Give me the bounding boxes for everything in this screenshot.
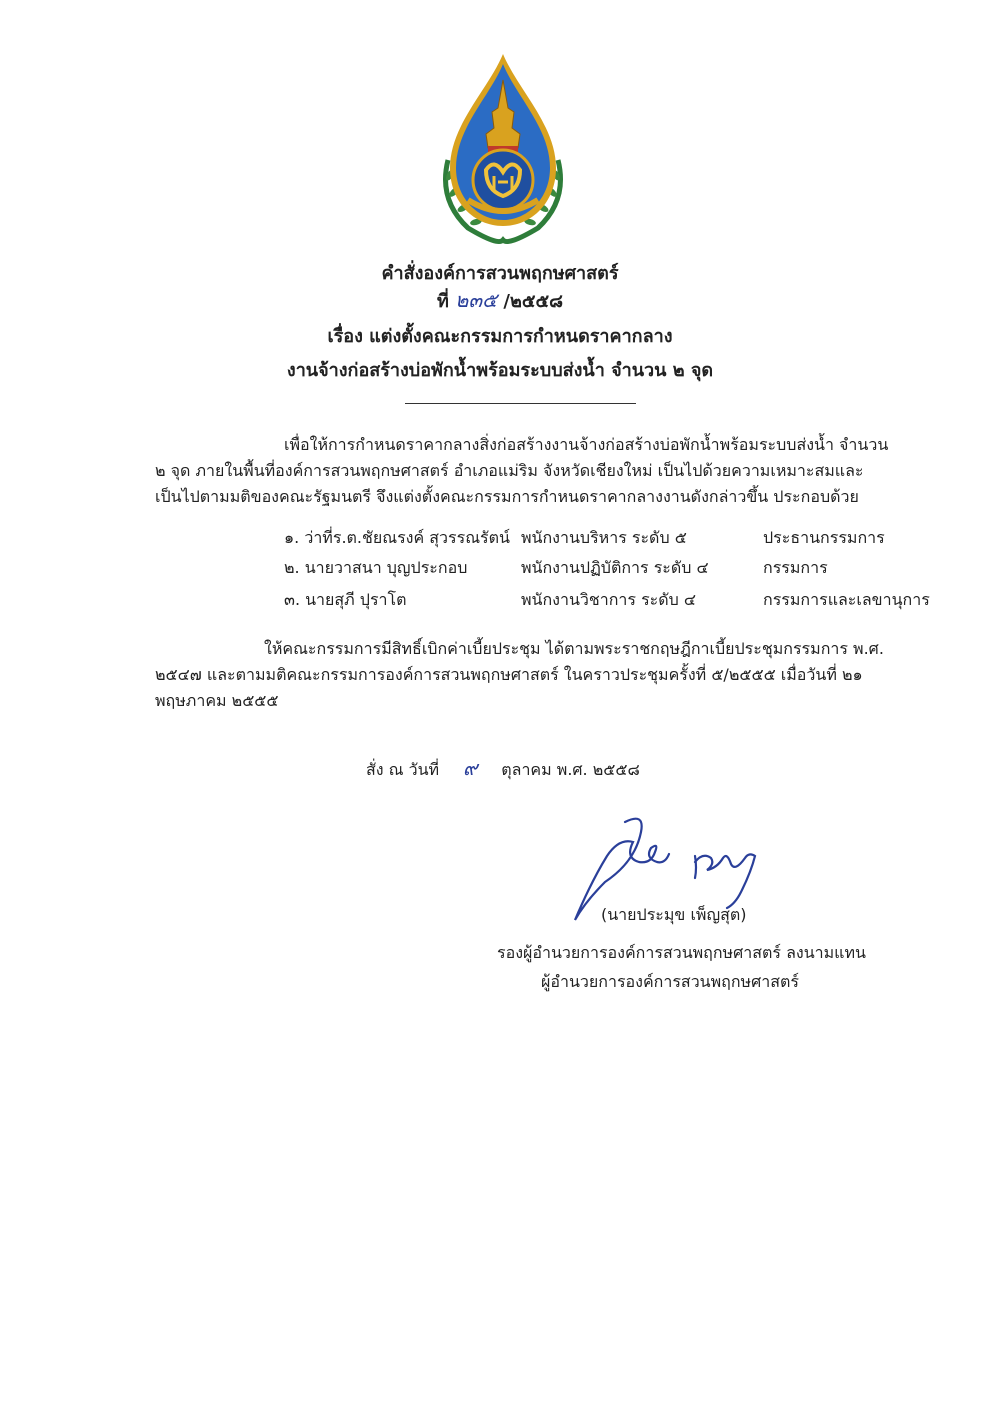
order-date-day-handwritten: ๙ (462, 756, 478, 780)
paragraph-2-line-1: ให้คณะกรรมการมีสิทธิ์เบิกค่าเบี้ยประชุม ได้ตามพระราชกฤษฎีกาเบี้ยประชุมกรรมการ พ.ศ. (264, 639, 884, 658)
order-date-month-year: ตุลาคม พ.ศ. ๒๕๕๘ (501, 760, 640, 779)
member-position: พนักงานบริหาร ระดับ ๕ (521, 528, 687, 547)
order-number-handwritten: ๒๓๕ (455, 288, 498, 312)
paragraph-2-line-2: ๒๕๔๗ และตามมติคณะกรรมการองค์การสวนพฤกษศาสตร์ ในคราวประชุมครั้งที่ ๕/๒๕๕๕ เมื่อวันที่ ๒๑ (155, 665, 863, 684)
member-name: ๓. นายสุภี ปุราโต (284, 590, 407, 609)
member-position: พนักงานวิชาการ ระดับ ๔ (521, 590, 697, 609)
member-role: กรรมการ (763, 558, 828, 577)
member-name: ๑. ว่าที่ร.ต.ชัยณรงค์ สุวรรณรัตน์ (284, 528, 510, 547)
order-number-suffix: /๒๕๕๘ (503, 291, 563, 312)
paragraph-2-line-3: พฤษภาคม ๒๕๕๕ (155, 691, 279, 710)
organization-logo (428, 50, 578, 244)
order-date (366, 752, 640, 784)
title-divider (405, 403, 636, 404)
signer-title-line-1: รองผู้อำนวยการองค์การสวนพฤกษศาสตร์ ลงนามแทน (497, 943, 866, 962)
subject-line-2: งานจ้างก่อสร้างบ่อพักน้ำพร้อมระบบส่งน้ำ จำนวน ๒ จุด (286, 360, 714, 381)
paragraph-1-line-2: ๒ จุด ภายในพื้นที่องค์การสวนพฤกษศาสตร์ อำเภอแม่ริม จังหวัดเชียงใหม่ เป็นไปด้วยความเหมาะสมและ (155, 461, 864, 480)
order-number (0, 284, 1000, 316)
paragraph-1-line-1: เพื่อให้การกำหนดราคากลางสิ่งก่อสร้างงานจ้างก่อสร้างบ่อพักน้ำพร้อมระบบส่งน้ำ จำนวน (284, 435, 889, 454)
order-date-prefix: สั่ง ณ วันที่ (366, 760, 440, 779)
signer-name: (นายประมุข เพ็ญสุต) (601, 905, 747, 924)
paragraph-1-line-3: เป็นไปตามมติของคณะรัฐมนตรี จึงแต่งตั้งคณะกรรมการกำหนดราคากลางงานดังกล่าวขึ้น ประกอบด้วย (155, 487, 859, 506)
member-role: กรรมการและเลขานุการ (763, 590, 930, 609)
order-title: คำสั่งองค์การสวนพฤกษศาสตร์ (381, 263, 619, 284)
member-name: ๒. นายวาสนา บุญประกอบ (284, 558, 468, 577)
subject-line-1: เรื่อง แต่งตั้งคณะกรรมการกำหนดราคากลาง (327, 326, 673, 347)
order-number-prefix: ที่ (436, 291, 449, 312)
member-role: ประธานกรรมการ (763, 528, 885, 547)
signer-title-line-2: ผู้อำนวยการองค์การสวนพฤกษศาสตร์ (541, 972, 799, 991)
member-position: พนักงานปฏิบัติการ ระดับ ๔ (521, 558, 709, 577)
